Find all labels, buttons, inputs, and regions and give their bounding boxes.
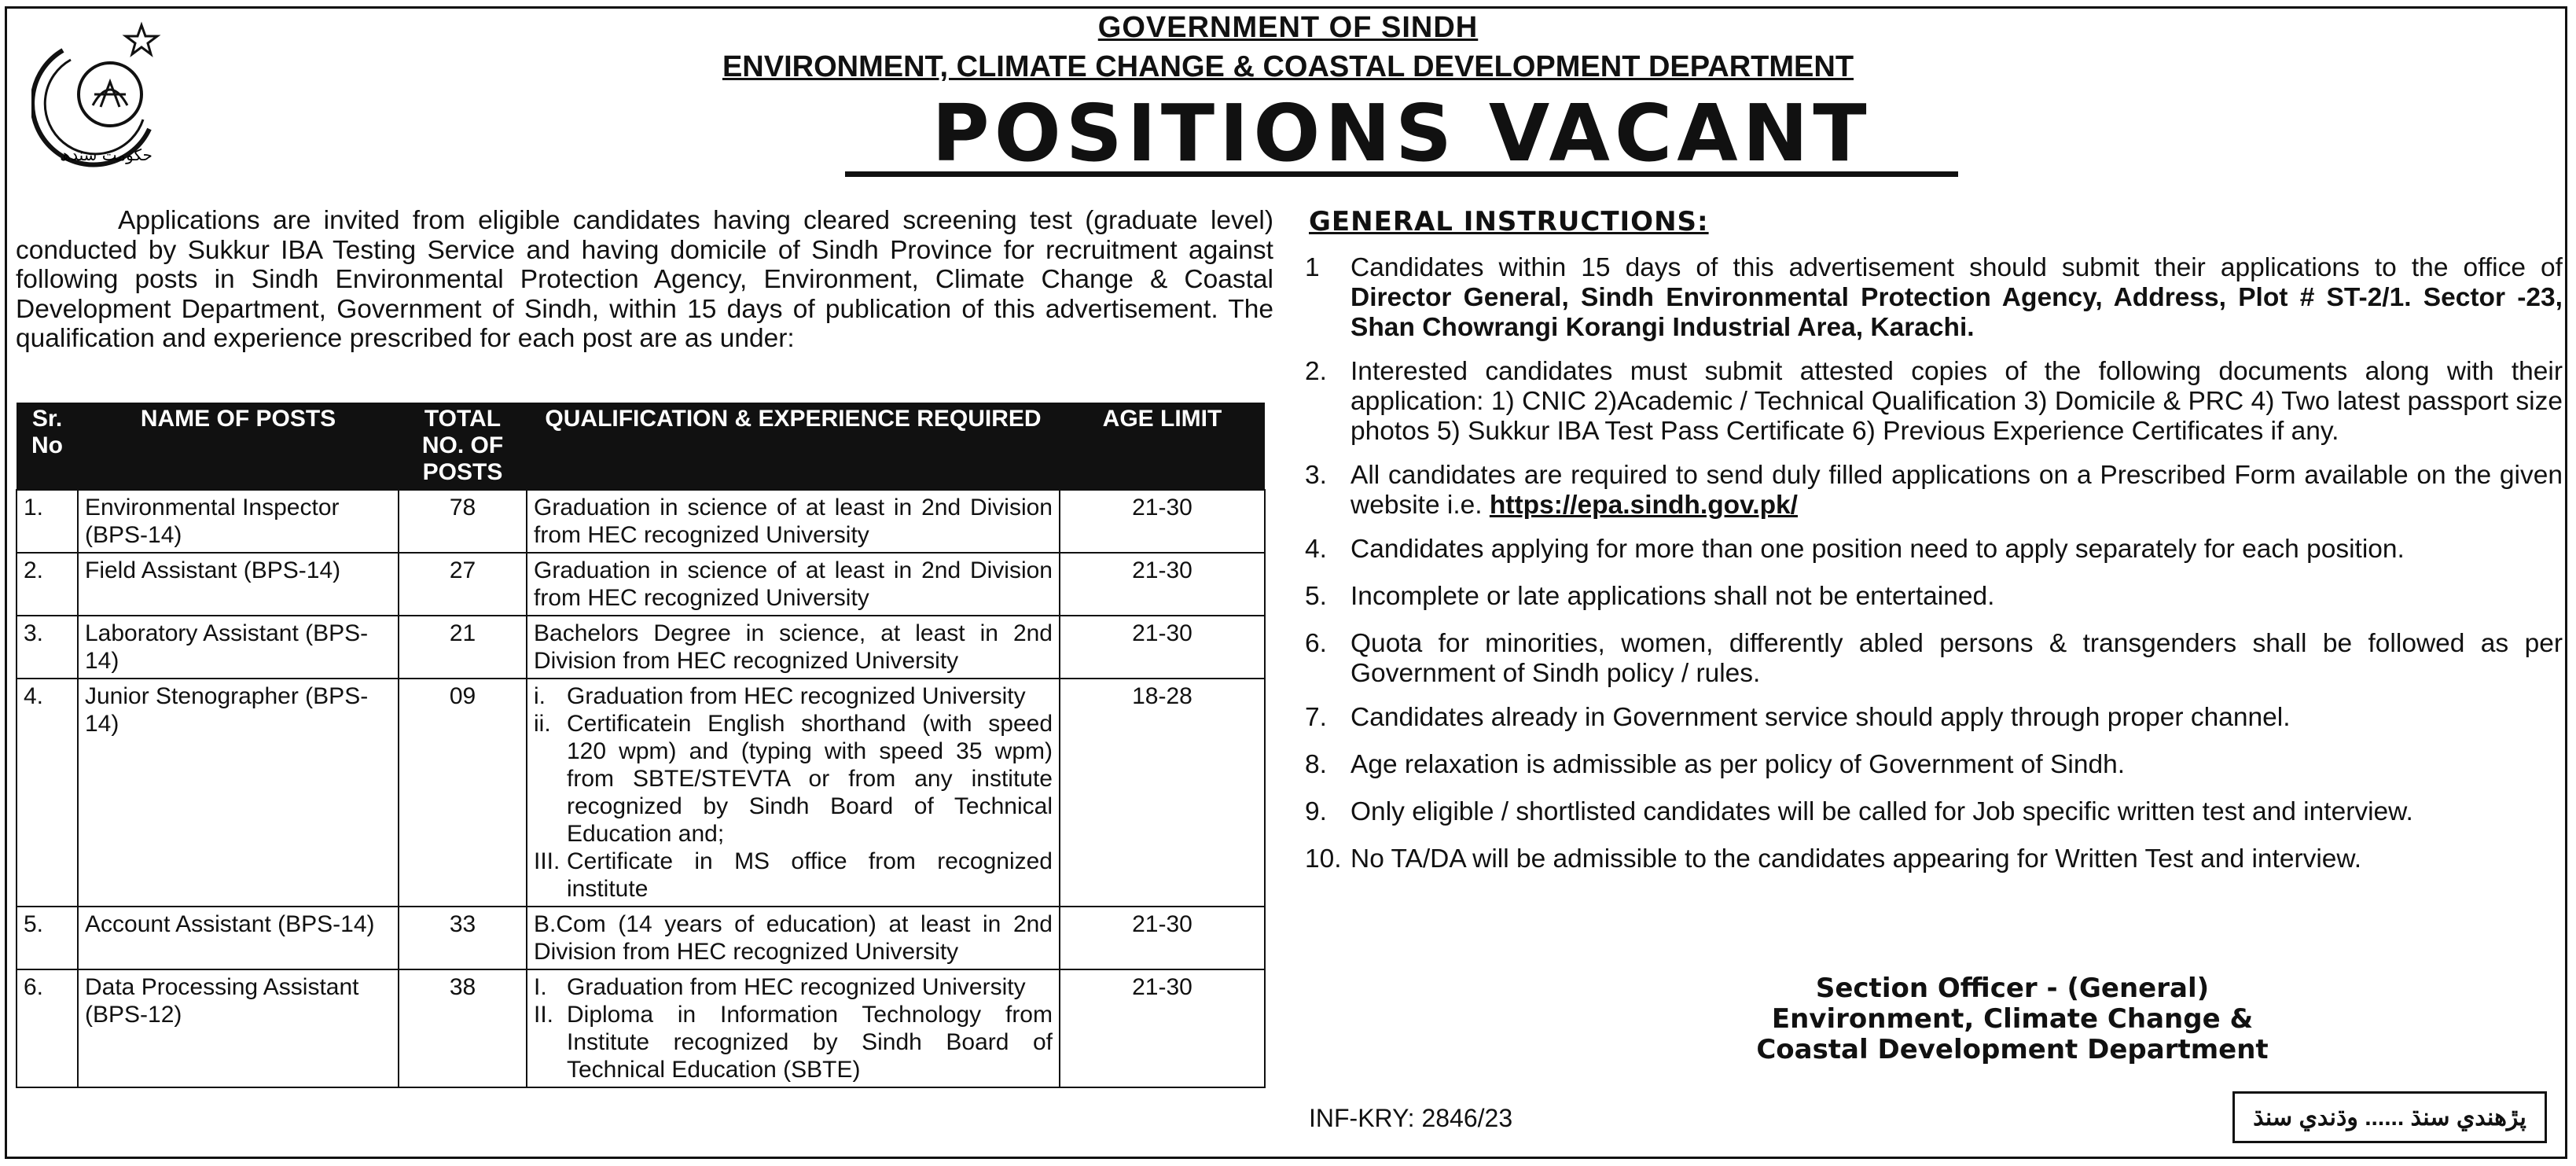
instruction-text: Only eligible / shortlisted candidates will be called for Job specific written test and interview. [1350,797,2413,826]
table-row [17,969,1265,1087]
instruction-item [1305,797,2563,827]
instruction-text: Interested candidates must submit attested copies of the following documents along with their application: 1) CNIC 2)Academic / Technical Qualification 3) Domicile & PRC 4) Two latest passport size photos 5) Sukkur IBA Test Pass Certificate 6) Previous Experience Certificates if any. [1350,357,2563,446]
qualification-item [534,973,1053,1001]
row-qualification [527,969,1060,1087]
instruction-item [1305,357,2563,447]
item-marker: I. [534,974,547,1000]
instruction-number: 10. [1305,844,1342,874]
row-qualification [527,679,1060,907]
instruction-text: Incomplete or late applications shall not be entertained. [1350,582,1995,611]
signature-block [1698,973,2327,1065]
instruction-number: 9. [1305,797,1327,826]
row-age: 21-30 [1060,969,1265,1087]
item-marker: III. [534,848,560,874]
row-age: 21-30 [1060,616,1265,679]
instructions-heading: GENERAL INSTRUCTIONS: [1309,206,1709,237]
col-total: TOTAL NO. OF POSTS [399,403,527,490]
col-name: NAME OF POSTS [78,403,399,490]
instruction-number: 1 [1305,253,1320,282]
row-post-name: Account Assistant (BPS-14) [78,907,399,969]
table-row [17,907,1265,969]
row-age: 18-28 [1060,679,1265,907]
signature-title: Section Officer - (General) [1815,973,2210,1004]
signature-line: Environment, Climate Change & [1771,1003,2254,1035]
instruction-item [1305,844,2563,874]
row-sr: 3. [17,616,78,679]
instruction-item [1305,582,2563,612]
row-post-name: Field Assistant (BPS-14) [78,553,399,616]
instruction-number: 7. [1305,703,1327,732]
posts-table [16,403,1266,1088]
table-row [17,553,1265,616]
table-row [17,679,1265,907]
row-age: 21-30 [1060,490,1265,553]
instruction-number: 2. [1305,357,1327,386]
header-department: ENVIRONMENT, CLIMATE CHANGE & COASTAL DEVELOPMENT DEPARTMENT [722,50,1854,83]
instruction-text: Quota for minorities, women, differently abled persons & transgenders shall be followed as per Government of Sindh policy / rules. [1350,629,2563,688]
row-qualification: B.Com (14 years of education) at least in 2nd Division from HEC recognized University [527,907,1060,969]
instruction-item [1305,703,2563,733]
qualification-item [534,682,1053,710]
row-age: 21-30 [1060,907,1265,969]
qualification-item [534,848,1053,903]
row-sr: 6. [17,969,78,1087]
instruction-number: 5. [1305,582,1327,611]
item-marker: II. [534,1002,554,1028]
slogan-box: پڙهندي سنڌ ...... وڌندي سنڌ [2232,1091,2547,1143]
item-text: Certificate in MS office from recognized institute [567,848,1053,902]
instruction-item [1305,750,2563,780]
qualification-item [534,1001,1053,1083]
website-link[interactable]: https://epa.sindh.gov.pk/ [1489,491,1798,520]
row-sr: 2. [17,553,78,616]
item-text: Graduation from HEC recognized University [567,683,1026,709]
instruction-item [1305,253,2563,343]
table-row [17,616,1265,679]
row-sr: 1. [17,490,78,553]
row-sr: 5. [17,907,78,969]
table-header-row [17,403,1265,490]
item-marker: ii. [534,711,551,737]
row-qualification: Bachelors Degree in science, at least in 2nd Division from HEC recognized University [527,616,1060,679]
qualification-item [534,710,1053,848]
item-marker: i. [534,683,546,709]
instruction-text: Age relaxation is admissible as per policy of Government of Sindh. [1350,750,2126,779]
instruction-text: Candidates within 15 days of this advertisement should submit their applications to the office of [1350,253,2563,282]
instruction-item [1305,629,2563,689]
intro-paragraph: Applications are invited from eligible candidates having cleared screening test (graduate level) conducted by Sukkur IBA Testing Service and having domicile of Sindh Province for recruitment against following posts in Sindh Environmental Protection Agency, Environment, Climate Change & Coastal Development Department, Government of Sindh, within 15 days of publication of this advertisement. The qualification and experience prescribed for each post are as under: [16,206,1273,353]
item-text: Graduation from HEC recognized University [567,974,1026,1000]
row-age: 21-30 [1060,553,1265,616]
row-total: 38 [399,969,527,1087]
instruction-number: 3. [1305,461,1327,490]
row-total: 27 [399,553,527,616]
signature-line: Coastal Development Department [1756,1034,2269,1065]
row-sr: 4. [17,679,78,907]
logo-text: حکومت سندھ [60,145,153,164]
row-total: 33 [399,907,527,969]
instruction-item [1305,461,2563,520]
row-qualification: Graduation in science of at least in 2nd Division from HEC recognized University [527,490,1060,553]
instruction-text: Candidates already in Government service should apply through proper channel. [1350,703,2291,732]
row-total: 78 [399,490,527,553]
col-sr: Sr. No [17,403,78,490]
row-post-name: Junior Stenographer (BPS-14) [78,679,399,907]
row-total: 21 [399,616,527,679]
row-qualification: Graduation in science of at least in 2nd Division from HEC recognized University [527,553,1060,616]
page-title: POSITIONS VACANT [845,96,1958,177]
instruction-text: No TA/DA will be admissible to the candidates appearing for Written Test and interview. [1350,844,2362,874]
instruction-number: 4. [1305,535,1327,564]
inf-reference: INF-KRY: 2846/23 [1309,1104,1513,1132]
header-government: GOVERNMENT OF SINDH [1097,11,1479,44]
instruction-item [1305,535,2563,565]
instruction-text: All candidates are required to send duly filled applications on a Prescribed Form available on the given website i.e. [1350,461,2563,520]
col-qualification: QUALIFICATION & EXPERIENCE REQUIRED [527,403,1060,490]
table-row [17,490,1265,553]
row-post-name: Environmental Inspector (BPS-14) [78,490,399,553]
instruction-number: 6. [1305,629,1327,658]
item-text: Certificatein English shorthand (with speed 120 wpm) and (typing with speed 35 wpm) from SBTE/STEVTA or from any institute recognized by Sindh Board of Technical Education and; [567,711,1053,847]
instruction-number: 8. [1305,750,1327,779]
row-total: 09 [399,679,527,907]
item-text: Diploma in Information Technology from Institute recognized by Sindh Board of Technical Education (SBTE) [567,1002,1053,1083]
row-post-name: Data Processing Assistant (BPS-12) [78,969,399,1087]
instruction-text: Candidates applying for more than one position need to apply separately for each position. [1350,535,2405,564]
office-address: Director General, Sindh Environmental Protection Agency, Address, Plot # ST-2/1. Sector -23, Shan Chowrangi Korangi Industrial Area, Karachi. [1350,283,2563,342]
col-age: AGE LIMIT [1060,403,1265,490]
row-post-name: Laboratory Assistant (BPS-14) [78,616,399,679]
instructions-list [1305,253,2563,874]
